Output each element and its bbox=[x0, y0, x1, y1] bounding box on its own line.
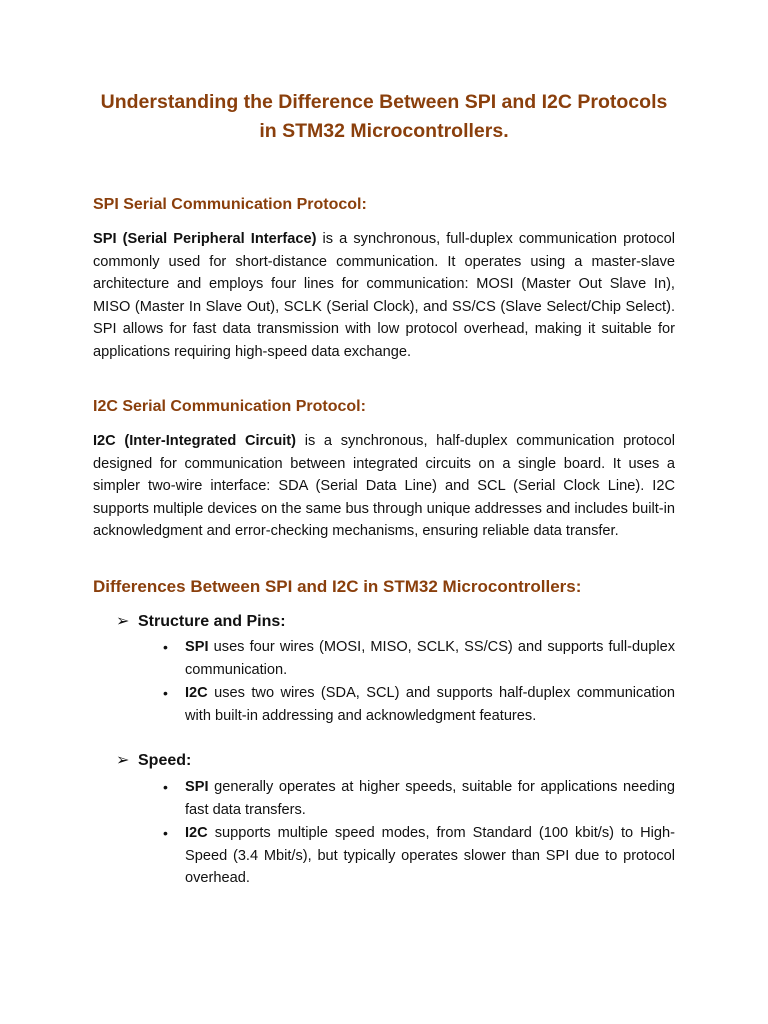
i2c-section-paragraph bbox=[93, 430, 675, 543]
structure-i2c-bullet bbox=[163, 682, 675, 727]
bullet-dot-icon: • bbox=[163, 639, 168, 655]
spi-term: SPI (Serial Peripheral Interface) bbox=[93, 231, 317, 247]
i2c-description: is a synchronous, half-duplex communication protocol designed for communication between integrated circuits on a single board. It uses a simpler two-wire interface: SDA (Serial Data Line) and SCL (Serial Clock Line). I2C supports multiple devices on the same bus through unique addresses and includes built-in acknowledgment and error-checking mechanisms, ensuring reliable data transfer. bbox=[93, 433, 675, 539]
speed-spi-bullet bbox=[163, 776, 675, 821]
bullet-description: supports multiple speed modes, from Standard (100 kbit/s) to High-Speed (3.4 Mbit/s), but typically operates slower than SPI due to protocol overhead. bbox=[185, 825, 675, 886]
structure-spi-bullet bbox=[163, 636, 675, 681]
differences-heading: Differences Between SPI and I2C in STM32 Microcontrollers: bbox=[93, 577, 582, 596]
spi-section-paragraph bbox=[93, 228, 675, 363]
speed-i2c-bullet bbox=[163, 822, 675, 890]
bullet-term: SPI bbox=[185, 779, 209, 795]
bullet-dot-icon: • bbox=[163, 825, 168, 841]
bullet-text bbox=[185, 636, 675, 681]
bullet-description: uses two wires (SDA, SCL) and supports half-duplex communication with built-in addressing and acknowledgment features. bbox=[185, 685, 675, 724]
bullet-text bbox=[185, 776, 675, 821]
i2c-section-heading: I2C Serial Communication Protocol: bbox=[93, 398, 366, 415]
bullet-text bbox=[185, 822, 675, 890]
document-title: Understanding the Difference Between SPI and I2C Protocols in STM32 Microcontrollers. bbox=[100, 91, 668, 142]
spi-description: is a synchronous, full-duplex communication protocol commonly used for short-distance communication. It operates using a master-slave architecture and employs four lines for communication: MOSI (Master Out Slave In), MISO (Master In Slave Out), SCLK (Serial Clock), and SS/CS (Slave Select/Chip Select). SPI allows for fast data transmission with low protocol overhead, making it suitable for applications requiring high-speed data exchange. bbox=[93, 231, 676, 360]
structure-pins-subheading bbox=[116, 611, 286, 633]
spi-section-heading: SPI Serial Communication Protocol: bbox=[93, 196, 367, 213]
bullet-term: I2C bbox=[185, 685, 208, 701]
bullet-term: SPI bbox=[185, 639, 209, 655]
bullet-description: generally operates at higher speeds, suitable for applications needing fast data transfers. bbox=[185, 779, 675, 818]
arrow-bullet-icon: ➢ bbox=[116, 752, 130, 769]
bullet-text bbox=[185, 682, 675, 727]
bullet-dot-icon: • bbox=[163, 779, 168, 795]
speed-subheading bbox=[116, 750, 191, 772]
bullet-dot-icon: • bbox=[163, 685, 168, 701]
bullet-term: I2C bbox=[185, 825, 208, 841]
arrow-bullet-icon: ➢ bbox=[116, 613, 130, 630]
i2c-term: I2C (Inter-Integrated Circuit) bbox=[93, 433, 297, 449]
structure-pins-title: Structure and Pins: bbox=[138, 613, 286, 630]
bullet-description: uses four wires (MOSI, MISO, SCLK, SS/CS) and supports full-duplex communication. bbox=[185, 639, 675, 678]
speed-title: Speed: bbox=[138, 752, 192, 769]
